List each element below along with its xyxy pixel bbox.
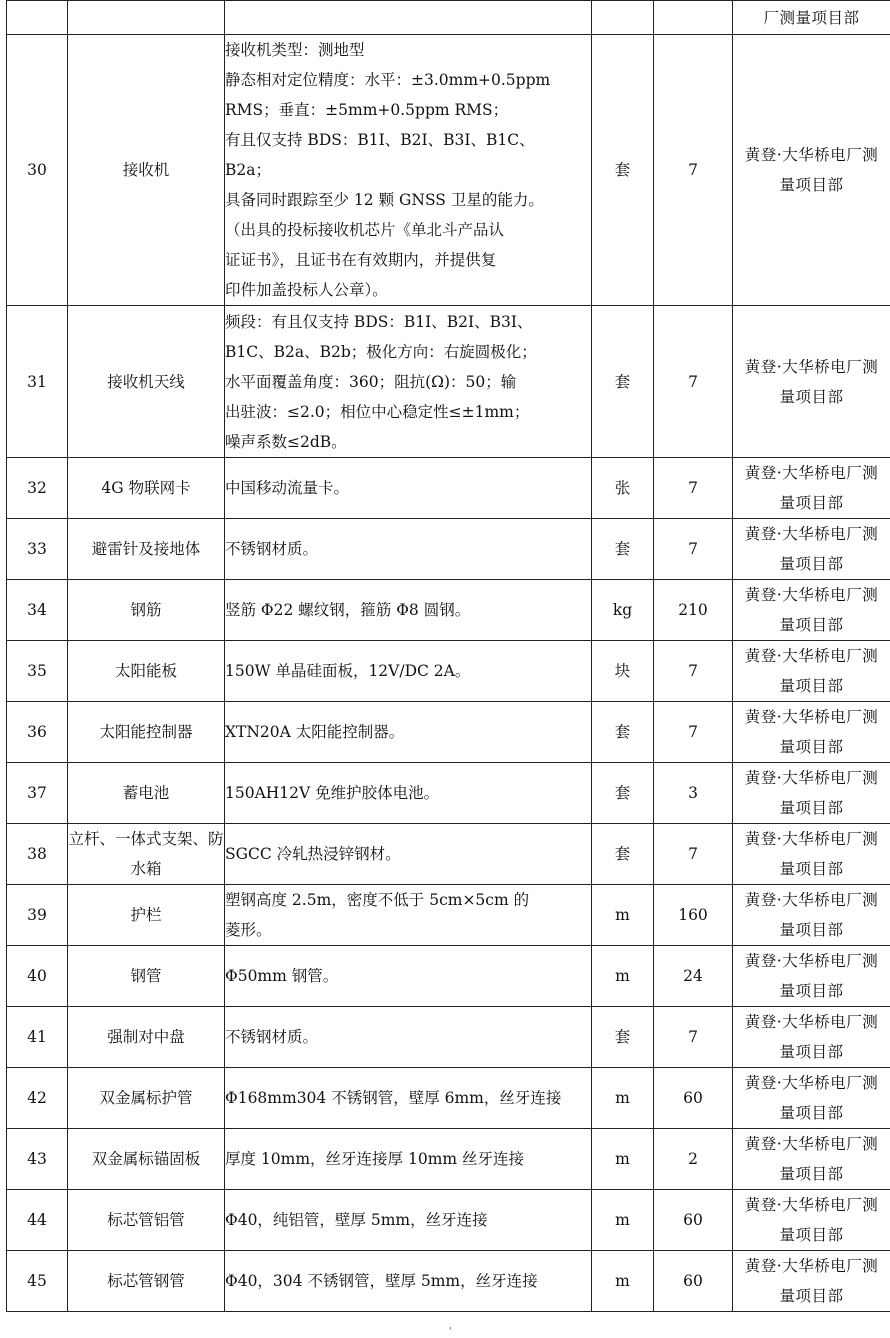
item-quantity-cell: 7 [654, 1007, 733, 1068]
table-row [7, 946, 890, 1007]
item-unit-cell: m [592, 1190, 654, 1251]
spec-line: SGCC 冷轧热浸锌钢材。 [225, 845, 401, 863]
location-text: 黄登·大华桥电厂测量项目部 [744, 708, 879, 756]
item-spec-cell [225, 885, 592, 946]
item-unit-cell: 套 [592, 824, 654, 885]
location-text: 黄登·大华桥电厂测量项目部 [744, 146, 879, 194]
item-number-cell [7, 1, 68, 35]
item-spec-cell [225, 702, 592, 763]
item-spec-cell [225, 580, 592, 641]
item-name-cell: 避雷针及接地体 [68, 519, 225, 580]
spec-line: B1C、B2a、B2b；极化方向：右旋圆极化； [225, 342, 537, 361]
item-number-cell: 37 [7, 763, 68, 824]
item-number-cell: 45 [7, 1251, 68, 1312]
item-location-cell [733, 458, 890, 519]
item-location-cell [733, 1, 890, 35]
item-number-cell: 40 [7, 946, 68, 1007]
item-name-cell: 双金属标锚固板 [68, 1129, 225, 1190]
spec-line: 中国移动流量卡。 [225, 479, 350, 497]
item-unit-cell: 套 [592, 702, 654, 763]
item-number-cell: 34 [7, 580, 68, 641]
item-quantity-cell: 160 [654, 885, 733, 946]
item-name-cell: 标芯管钢管 [68, 1251, 225, 1312]
spec-line: 厚度 10mm，丝牙连接厚 10mm 丝牙连接 [225, 1150, 525, 1168]
item-spec-cell [225, 824, 592, 885]
item-location-cell [733, 1068, 890, 1129]
item-number-cell: 38 [7, 824, 68, 885]
location-text: 黄登·大华桥电厂测量项目部 [744, 586, 879, 634]
spec-line: 出驻波：≤2.0；相位中心稳定性≤±1mm； [225, 402, 530, 421]
item-quantity-cell: 7 [654, 702, 733, 763]
item-quantity-cell: 24 [654, 946, 733, 1007]
table-row [7, 702, 890, 763]
item-quantity-cell: 60 [654, 1068, 733, 1129]
item-quantity-cell: 7 [654, 519, 733, 580]
spec-line: 不锈钢材质。 [225, 540, 319, 558]
item-unit-cell: m [592, 1129, 654, 1190]
spec-line: 不锈钢材质。 [225, 1028, 319, 1046]
page-mark: ' [449, 1327, 452, 1337]
item-unit-cell: 张 [592, 458, 654, 519]
spec-line: XTN20A 太阳能控制器。 [225, 723, 405, 741]
item-quantity-cell: 7 [654, 641, 733, 702]
location-text: 黄登·大华桥电厂测量项目部 [744, 1074, 879, 1122]
item-location-cell [733, 1190, 890, 1251]
table-row [7, 1068, 890, 1129]
table-row [7, 641, 890, 702]
item-location-cell [733, 306, 890, 458]
location-text: 黄登·大华桥电厂测量项目部 [744, 1135, 879, 1183]
table-row [7, 1190, 890, 1251]
spec-line: 证证书》，且证书在有效期内，并提供复 [225, 251, 497, 269]
item-name-cell: 钢管 [68, 946, 225, 1007]
item-spec-cell [225, 1129, 592, 1190]
item-name-cell: 钢筋 [68, 580, 225, 641]
table-row [7, 458, 890, 519]
item-name-cell: 双金属标护管 [68, 1068, 225, 1129]
item-quantity-cell: 7 [654, 824, 733, 885]
location-text: 黄登·大华桥电厂测量项目部 [744, 891, 879, 939]
item-quantity-cell: 60 [654, 1251, 733, 1312]
spec-line: Φ50mm 钢管。 [225, 967, 339, 985]
table-row [7, 1251, 890, 1312]
item-unit-cell: 块 [592, 641, 654, 702]
item-location-cell [733, 519, 890, 580]
item-number-cell: 43 [7, 1129, 68, 1190]
table-row [7, 519, 890, 580]
item-unit-cell: m [592, 885, 654, 946]
item-name-cell: 强制对中盘 [68, 1007, 225, 1068]
item-location-cell [733, 885, 890, 946]
item-spec-cell [225, 519, 592, 580]
item-unit-cell: 套 [592, 519, 654, 580]
item-quantity-cell: 3 [654, 763, 733, 824]
spec-line: 150AH12V 免维护胶体电池。 [225, 784, 440, 802]
item-unit-cell: m [592, 946, 654, 1007]
item-location-cell [733, 35, 890, 306]
table-row [7, 885, 890, 946]
spec-line: 竖筋 Φ22 螺纹钢，箍筋 Φ8 圆钢。 [225, 601, 471, 619]
item-name-cell: 4G 物联网卡 [68, 458, 225, 519]
item-number-cell: 41 [7, 1007, 68, 1068]
item-spec-cell [225, 35, 592, 306]
item-unit-cell: 套 [592, 35, 654, 306]
item-location-cell [733, 763, 890, 824]
spec-line: 有且仅支持 BDS：B1I、B2I、B3I、B1C、 [225, 131, 535, 149]
table-row [7, 306, 890, 458]
location-text: 黄登·大华桥电厂测量项目部 [744, 1013, 879, 1061]
item-quantity-cell: 210 [654, 580, 733, 641]
location-text: 黄登·大华桥电厂测量项目部 [744, 830, 879, 878]
item-unit-cell: m [592, 1251, 654, 1312]
item-spec-cell [225, 458, 592, 519]
item-number-cell: 42 [7, 1068, 68, 1129]
item-number-cell: 44 [7, 1190, 68, 1251]
item-name-cell [68, 1, 225, 35]
item-spec-cell [225, 946, 592, 1007]
item-name-cell: 标芯管铝管 [68, 1190, 225, 1251]
spec-line: RMS；垂直：±5mm+0.5ppm RMS； [225, 101, 509, 119]
item-quantity-cell: 7 [654, 306, 733, 458]
table-row [7, 35, 890, 306]
spec-line: 具备同时跟踪至少 12 颗 GNSS 卫星的能力。 [225, 191, 544, 209]
item-spec-cell [225, 1190, 592, 1251]
item-name-cell: 太阳能板 [68, 641, 225, 702]
spec-line: 150W 单晶硅面板，12V/DC 2A。 [225, 662, 471, 680]
item-spec-cell [225, 1068, 592, 1129]
location-text: 黄登·大华桥电厂测量项目部 [744, 1196, 879, 1244]
item-name-cell: 太阳能控制器 [68, 702, 225, 763]
item-location-cell [733, 946, 890, 1007]
spec-line: 频段：有且仅支持 BDS：B1I、B2I、B3I、 [225, 312, 533, 331]
spec-line: Φ40，304 不锈钢管，壁厚 5mm，丝牙连接 [225, 1272, 538, 1290]
item-number-cell: 32 [7, 458, 68, 519]
location-text: 黄登·大华桥电厂测量项目部 [744, 952, 879, 1000]
item-unit-cell: kg [592, 580, 654, 641]
item-location-cell [733, 1007, 890, 1068]
location-text: 黄登·大华桥电厂测量项目部 [744, 647, 879, 695]
item-number-cell: 35 [7, 641, 68, 702]
item-quantity-cell: 7 [654, 35, 733, 306]
item-unit-cell: 套 [592, 1007, 654, 1068]
spec-line: （出具的投标接收机芯片《单北斗产品认 [225, 221, 505, 239]
table-row [7, 1007, 890, 1068]
item-location-cell [733, 580, 890, 641]
item-spec-cell [225, 763, 592, 824]
item-quantity-cell: 7 [654, 458, 733, 519]
location-text: 黄登·大华桥电厂测量项目部 [744, 1257, 879, 1305]
item-location-cell [733, 641, 890, 702]
item-name-cell: 护栏 [68, 885, 225, 946]
item-number-cell: 39 [7, 885, 68, 946]
location-text: 黄登·大华桥电厂测量项目部 [744, 464, 879, 512]
item-unit-cell: 套 [592, 763, 654, 824]
spec-line: 印件加盖投标人公章）。 [225, 281, 388, 299]
table-row [7, 763, 890, 824]
item-number-cell: 30 [7, 35, 68, 306]
item-name-cell: 接收机天线 [68, 306, 225, 458]
item-number-cell: 36 [7, 702, 68, 763]
item-location-cell [733, 702, 890, 763]
item-name-cell: 立杆、一体式支架、防水箱 [68, 824, 225, 885]
table-row [7, 580, 890, 641]
item-name-cell: 蓄电池 [68, 763, 225, 824]
table-body [7, 1, 890, 1312]
spec-line: B2a； [225, 161, 271, 179]
spec-line: 静态相对定位精度：水平：±3.0mm+0.5ppm [225, 71, 551, 89]
item-quantity-cell [654, 1, 733, 35]
item-spec-cell [225, 1007, 592, 1068]
spec-line: 接收机类型：测地型 [225, 41, 365, 59]
item-location-cell [733, 1251, 890, 1312]
spec-line: Φ168mm304 不锈钢管，壁厚 6mm，丝牙连接 [225, 1089, 562, 1107]
item-spec-cell [225, 306, 592, 458]
item-location-cell [733, 1129, 890, 1190]
spec-line: 塑钢高度 2.5m，密度不低于 5cm×5cm 的 [225, 891, 530, 909]
equipment-spec-table [6, 0, 890, 1312]
item-spec-cell [225, 641, 592, 702]
spec-line: 菱形。 [225, 921, 272, 939]
location-text: 黄登·大华桥电厂测量项目部 [744, 525, 879, 573]
location-text: 黄登·大华桥电厂测量项目部 [744, 357, 879, 406]
table-row [7, 824, 890, 885]
item-name-cell: 接收机 [68, 35, 225, 306]
item-location-cell [733, 824, 890, 885]
item-number-cell: 31 [7, 306, 68, 458]
spec-line: Φ40，纯铝管，壁厚 5mm，丝牙连接 [225, 1211, 488, 1229]
spec-line: 噪声系数≤2dB。 [225, 432, 347, 451]
item-unit-cell [592, 1, 654, 35]
table-row [7, 1129, 890, 1190]
item-spec-cell [225, 1251, 592, 1312]
item-quantity-cell: 2 [654, 1129, 733, 1190]
item-quantity-cell: 60 [654, 1190, 733, 1251]
item-unit-cell: m [592, 1068, 654, 1129]
item-number-cell: 33 [7, 519, 68, 580]
item-unit-cell: 套 [592, 306, 654, 458]
spec-line: 水平面覆盖角度：360；阻抗(Ω)：50；输 [225, 372, 517, 391]
location-text: 黄登·大华桥电厂测量项目部 [744, 769, 879, 817]
location-text: 厂测量项目部 [763, 8, 860, 27]
table-row-continued [7, 1, 890, 35]
item-spec-cell [225, 1, 592, 35]
